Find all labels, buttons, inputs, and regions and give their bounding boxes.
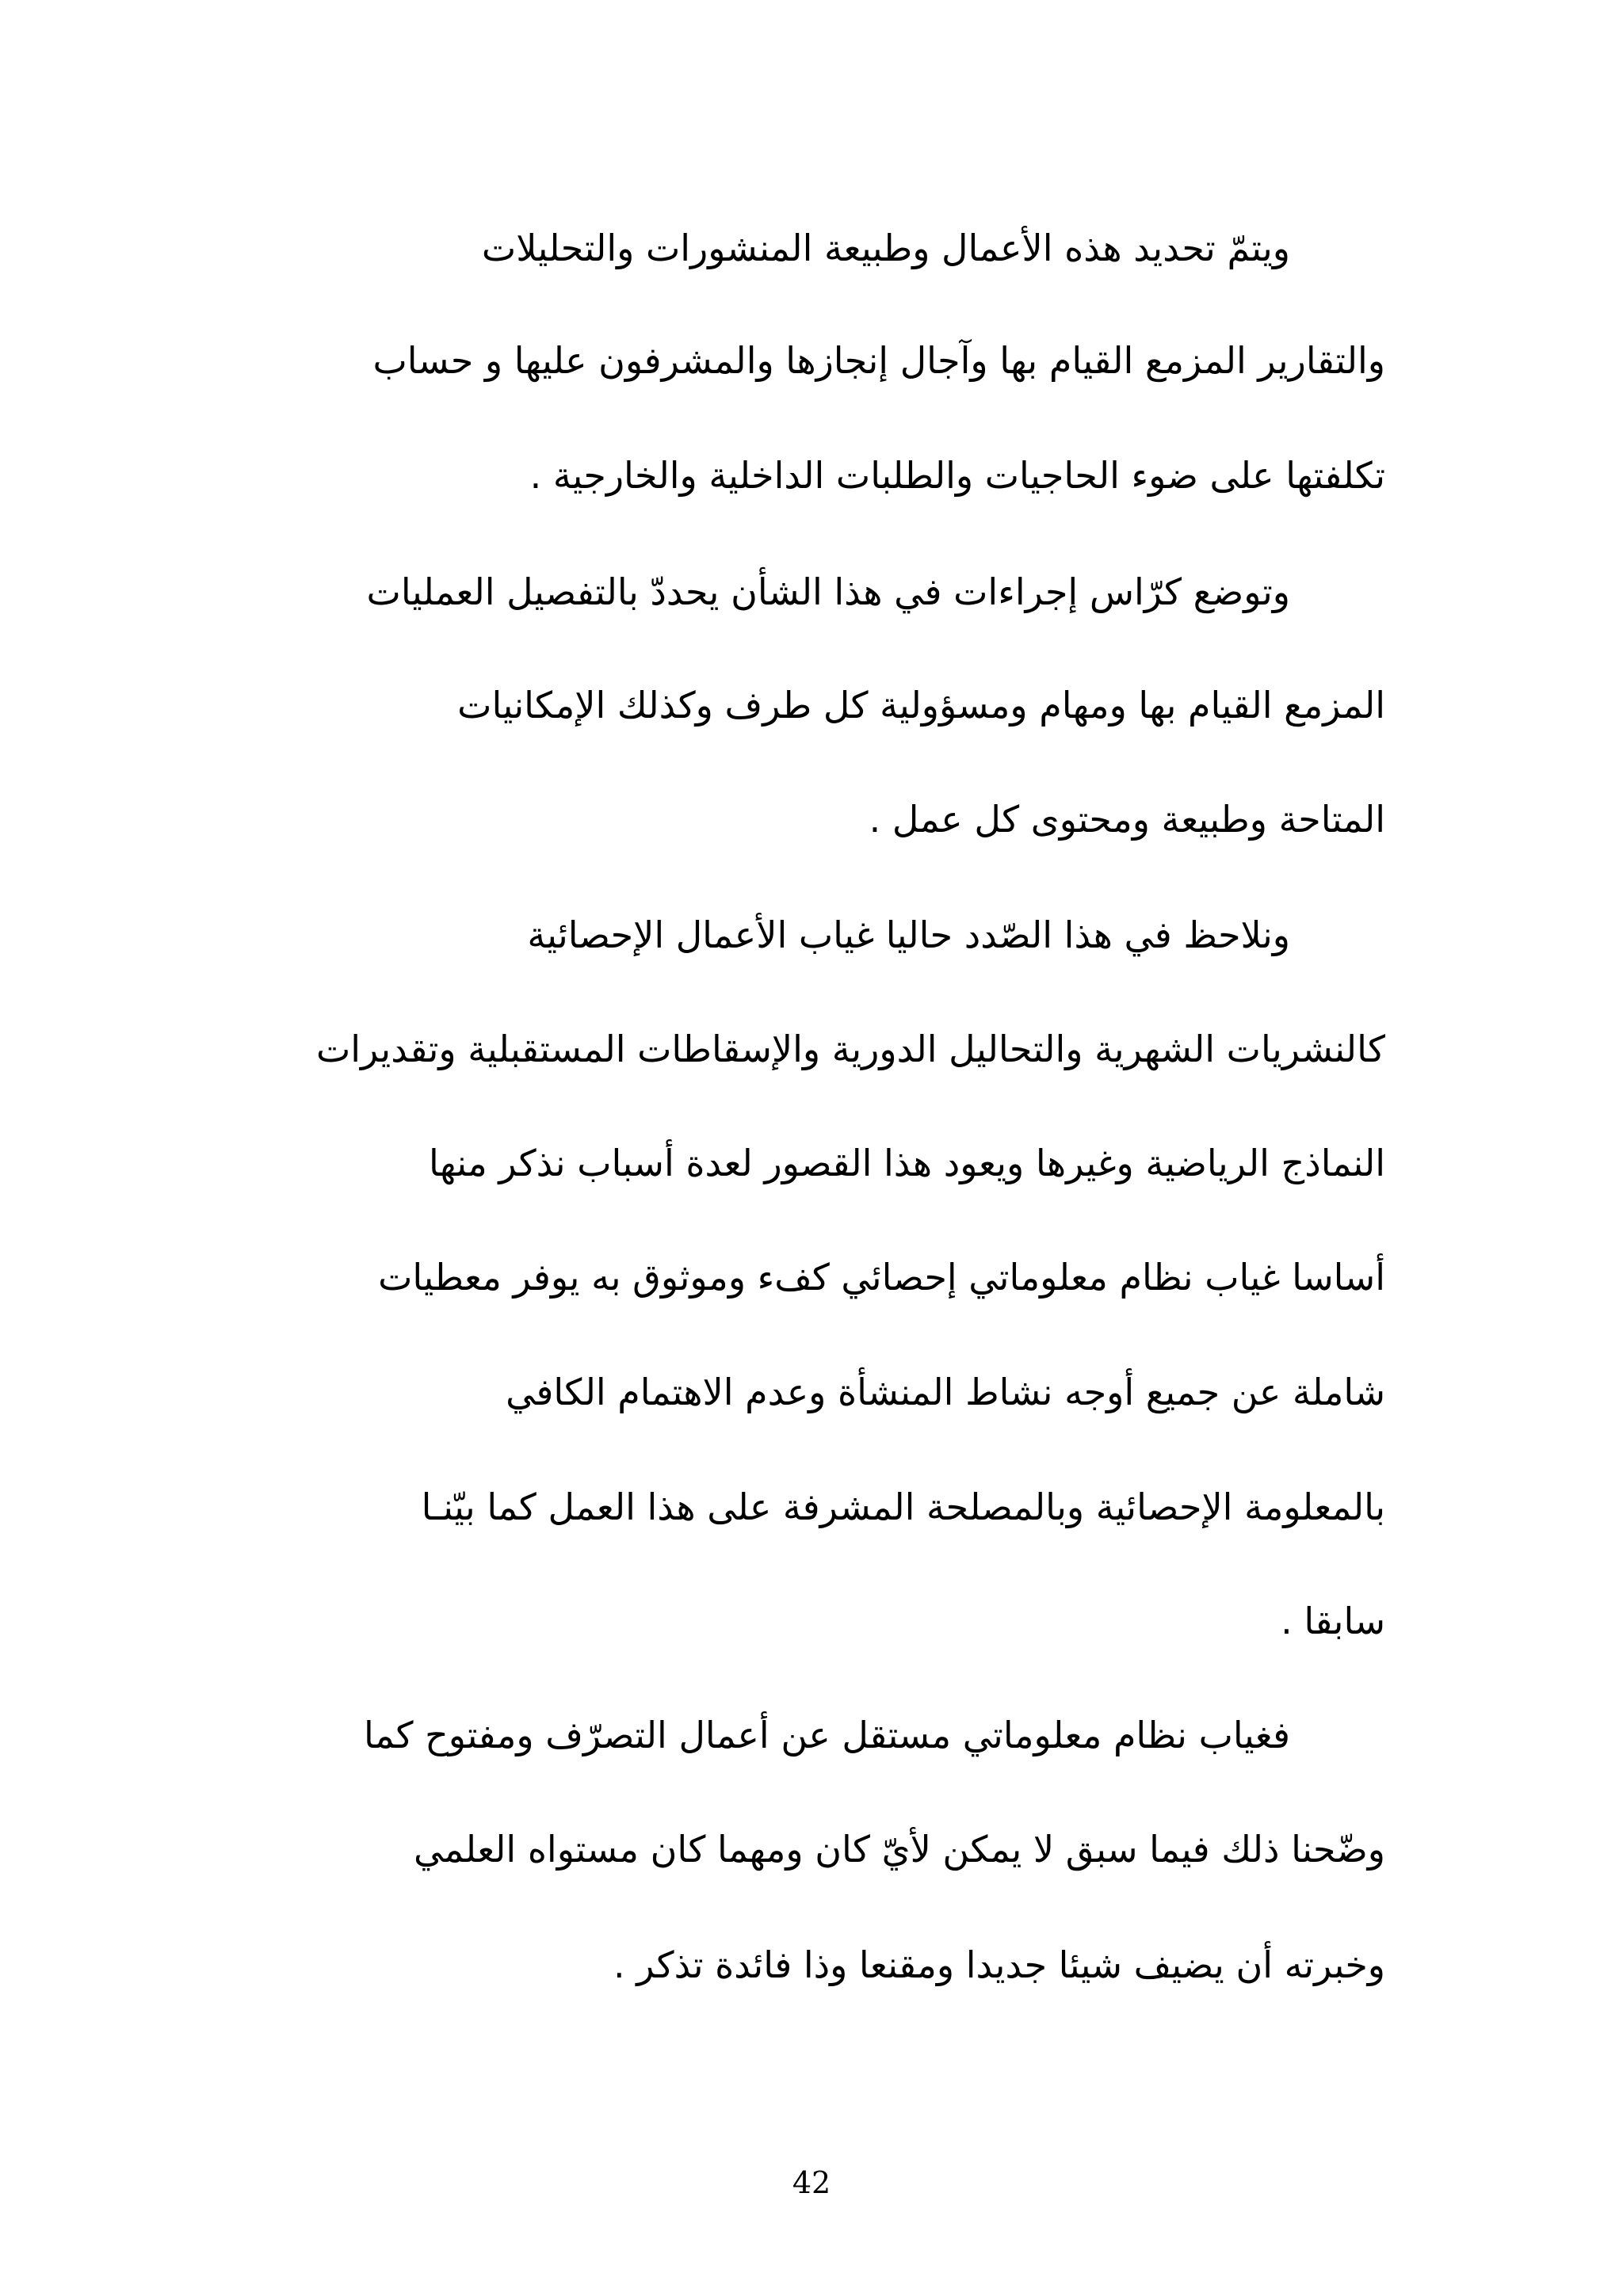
paragraph-2-line-3: المتاحة وطبيعة ومحتوى كل عمل . [869,798,1385,841]
paragraph-3-line-3: النماذج الرياضية وغيرها ويعود هذا القصور لعدة أسباب نذكر منها [429,1142,1385,1184]
paragraph-3-line-5: شاملة عن جميع أوجه نشاط المنشأة وعدم الاهتمام الكافي [506,1371,1385,1413]
paragraph-4-line-3: وخبرته أن يضيف شيئا جديدا ومقنعا وذا فائدة تذكر . [613,1943,1385,1986]
paragraph-2-line-2: المزمع القيام بها ومهام ومسؤولية كل طرف وكذلك الإمكانيات [457,684,1385,727]
paragraph-2-line-1: وتوضع كرّاس إجراءات في هذا الشأن يحددّ بالتفصيل العمليات [366,570,1290,613]
paragraph-1-line-3: تكلفتها على ضوء الحاجيات والطلبات الداخلية والخارجية . [529,454,1385,497]
paragraph-4-line-2: وضّحنا ذلك فيما سبق لا يمكن لأيّ كان ومهما كان مستواه العلمي [414,1828,1385,1871]
page-number: 42 [792,2165,831,2200]
paragraph-3-line-2: كالنشريات الشهرية والتحاليل الدورية والإسقاطات المستقبلية وتقديرات [315,1028,1385,1070]
paragraph-3-line-7: سابقا . [1281,1600,1385,1642]
paragraph-3-line-1: ونلاحظ في هذا الصّدد حاليا غياب الأعمال الإحصائية [527,913,1290,956]
paragraph-3-line-6: بالمعلومة الإحصائية وبالمصلحة المشرفة على هذا العمل كما بيّنـا [421,1486,1385,1528]
paragraph-1-line-1: ويتمّ تحديد هذه الأعمال وطبيعة المنشورات والتحليلات [481,227,1290,269]
paragraph-1-line-2: والتقارير المزمع القيام بها وآجال إنجازها والمشرفون عليها و حساب [372,339,1385,382]
paragraph-3-line-4: أساسا غياب نظام معلوماتي إحصائي كفء وموثوق به يوفر معطيات [378,1256,1385,1299]
paragraph-4-line-1: فغياب نظام معلوماتي مستقل عن أعمال التصرّف ومفتوح كما [363,1714,1290,1756]
